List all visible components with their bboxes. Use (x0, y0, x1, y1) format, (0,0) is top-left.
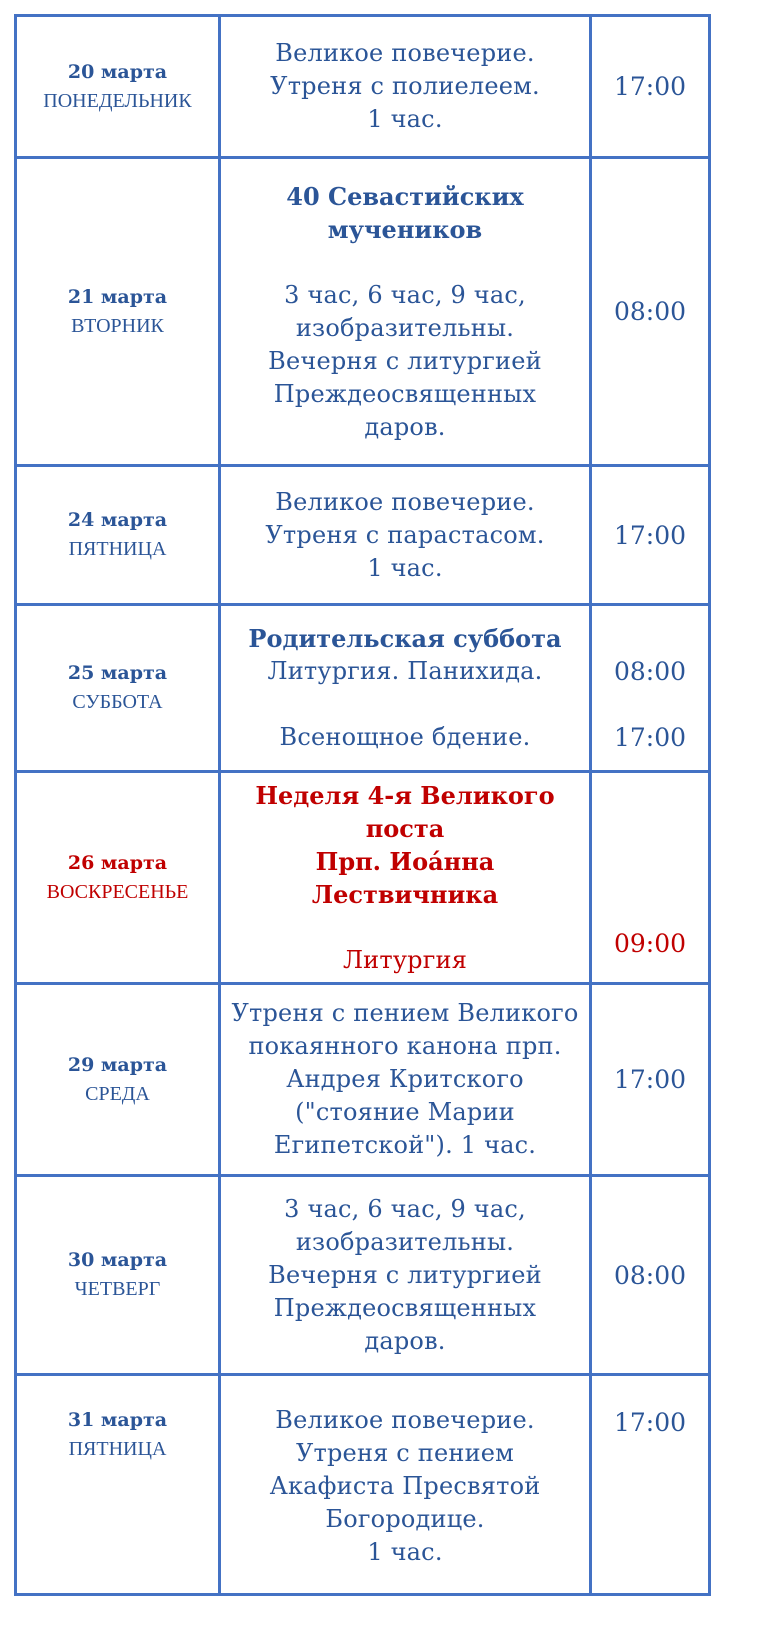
date-cell (16, 605, 220, 772)
service-line: покаянного канона прп. (248, 1032, 562, 1060)
service-line: Вечерня с литургией (268, 1260, 542, 1289)
service-line: Литургия (342, 945, 468, 974)
table-row (16, 16, 710, 158)
date-weekday: ЧЕТВЕРГ (74, 1278, 161, 1300)
table-row (16, 772, 710, 984)
service-cell (220, 772, 591, 984)
service-cell (220, 1176, 591, 1375)
table-row (16, 984, 710, 1176)
service-line: даров. (364, 412, 446, 441)
table-row (16, 1176, 710, 1375)
service-time: 17:00 (613, 1065, 687, 1094)
date-weekday: ВТОРНИК (71, 314, 164, 337)
table-row (16, 1375, 710, 1595)
service-time: 09:00 (613, 929, 687, 958)
service-line: даров. (364, 1326, 446, 1355)
service-line: Богородице. (325, 1505, 485, 1533)
service-line: 1 час. (367, 553, 443, 582)
time-cell (591, 605, 710, 772)
service-line: 3 час, 6 час, 9 час, (284, 1194, 526, 1223)
date-cell (16, 772, 220, 984)
date-weekday: ПЯТНИЦА (68, 538, 167, 560)
service-line: Акафиста Пресвятой (269, 1472, 541, 1500)
service-time: 08:00 (613, 1260, 687, 1290)
service-line: Великое повечерие. (275, 1406, 535, 1434)
service-line: 1 час. (367, 105, 443, 133)
service-cell (220, 1375, 591, 1595)
date-cell (16, 1375, 220, 1595)
service-line: Египетской"). 1 час. (273, 1131, 537, 1159)
time-cell (591, 16, 710, 158)
service-line: Всенощное бдение. (279, 723, 531, 751)
service-time: 17:00 (613, 520, 687, 550)
time-cell (591, 158, 710, 466)
service-time: 08:00 (613, 657, 687, 686)
service-time: 17:00 (613, 1408, 687, 1437)
time-cell (591, 1375, 710, 1595)
date-cell (16, 466, 220, 605)
service-line: Утреня с пением Великого (231, 999, 579, 1027)
date-weekday: ВОСКРЕСЕНЬЕ (46, 880, 189, 903)
table-row (16, 466, 710, 605)
service-cell (220, 984, 591, 1176)
time-cell (591, 984, 710, 1176)
date-weekday: ПЯТНИЦА (68, 1438, 167, 1460)
date-day: 30 марта (67, 1249, 168, 1271)
service-line: Вечерня с литургией (268, 346, 542, 375)
service-line: 1 час. (367, 1538, 443, 1566)
feast-title: 40 Севастийских (286, 181, 524, 211)
service-line: Утреня с парастасом. (265, 520, 545, 549)
feast-title: Родительская суббота (248, 624, 562, 653)
service-line: 3 час, 6 час, 9 час, (284, 280, 526, 309)
service-cell (220, 466, 591, 605)
feast-title: мучеников (327, 214, 483, 244)
date-day: 26 марта (67, 851, 168, 874)
date-day: 31 марта (67, 1409, 168, 1431)
service-cell (220, 605, 591, 772)
time-cell (591, 1176, 710, 1375)
feast-title: поста (365, 813, 445, 843)
service-line: Андрея Критского (286, 1065, 524, 1093)
date-day: 24 марта (67, 509, 168, 531)
date-cell (16, 1176, 220, 1375)
service-line: изобразительны. (295, 313, 515, 342)
service-time: 17:00 (613, 72, 687, 101)
table-row (16, 605, 710, 772)
date-weekday: СРЕДА (85, 1082, 150, 1105)
feast-title: Прп. Иоа́нна Лествичника (311, 846, 499, 909)
date-cell (16, 16, 220, 158)
service-time: 08:00 (613, 297, 687, 326)
service-cell (220, 158, 591, 466)
service-line: изобразительны. (295, 1227, 515, 1256)
service-line: Литургия. Панихида. (267, 657, 543, 685)
service-line: Преждеосвященных (273, 379, 537, 408)
service-line: Утреня с пением (295, 1439, 515, 1467)
service-schedule-table (14, 14, 711, 1596)
service-cell (220, 16, 591, 158)
service-line: ("стояние Марии (295, 1098, 515, 1126)
date-cell (16, 158, 220, 466)
service-time: 17:00 (613, 723, 687, 752)
date-cell (16, 984, 220, 1176)
service-line: Утреня с полиелеем. (270, 72, 540, 100)
date-day: 29 марта (67, 1053, 168, 1076)
table-row (16, 158, 710, 466)
date-day: 25 марта (67, 662, 168, 684)
date-weekday: ПОНЕДЕЛЬНИК (43, 89, 192, 112)
service-line: Преждеосвященных (273, 1293, 537, 1322)
date-day: 20 марта (67, 60, 168, 83)
date-weekday: СУББОТА (72, 691, 163, 713)
service-line: Великое повечерие. (275, 487, 535, 516)
feast-title: Неделя 4-я Великого (255, 780, 555, 810)
service-line: Великое повечерие. (275, 39, 535, 67)
time-cell (591, 772, 710, 984)
date-day: 21 марта (67, 285, 168, 308)
time-cell (591, 466, 710, 605)
